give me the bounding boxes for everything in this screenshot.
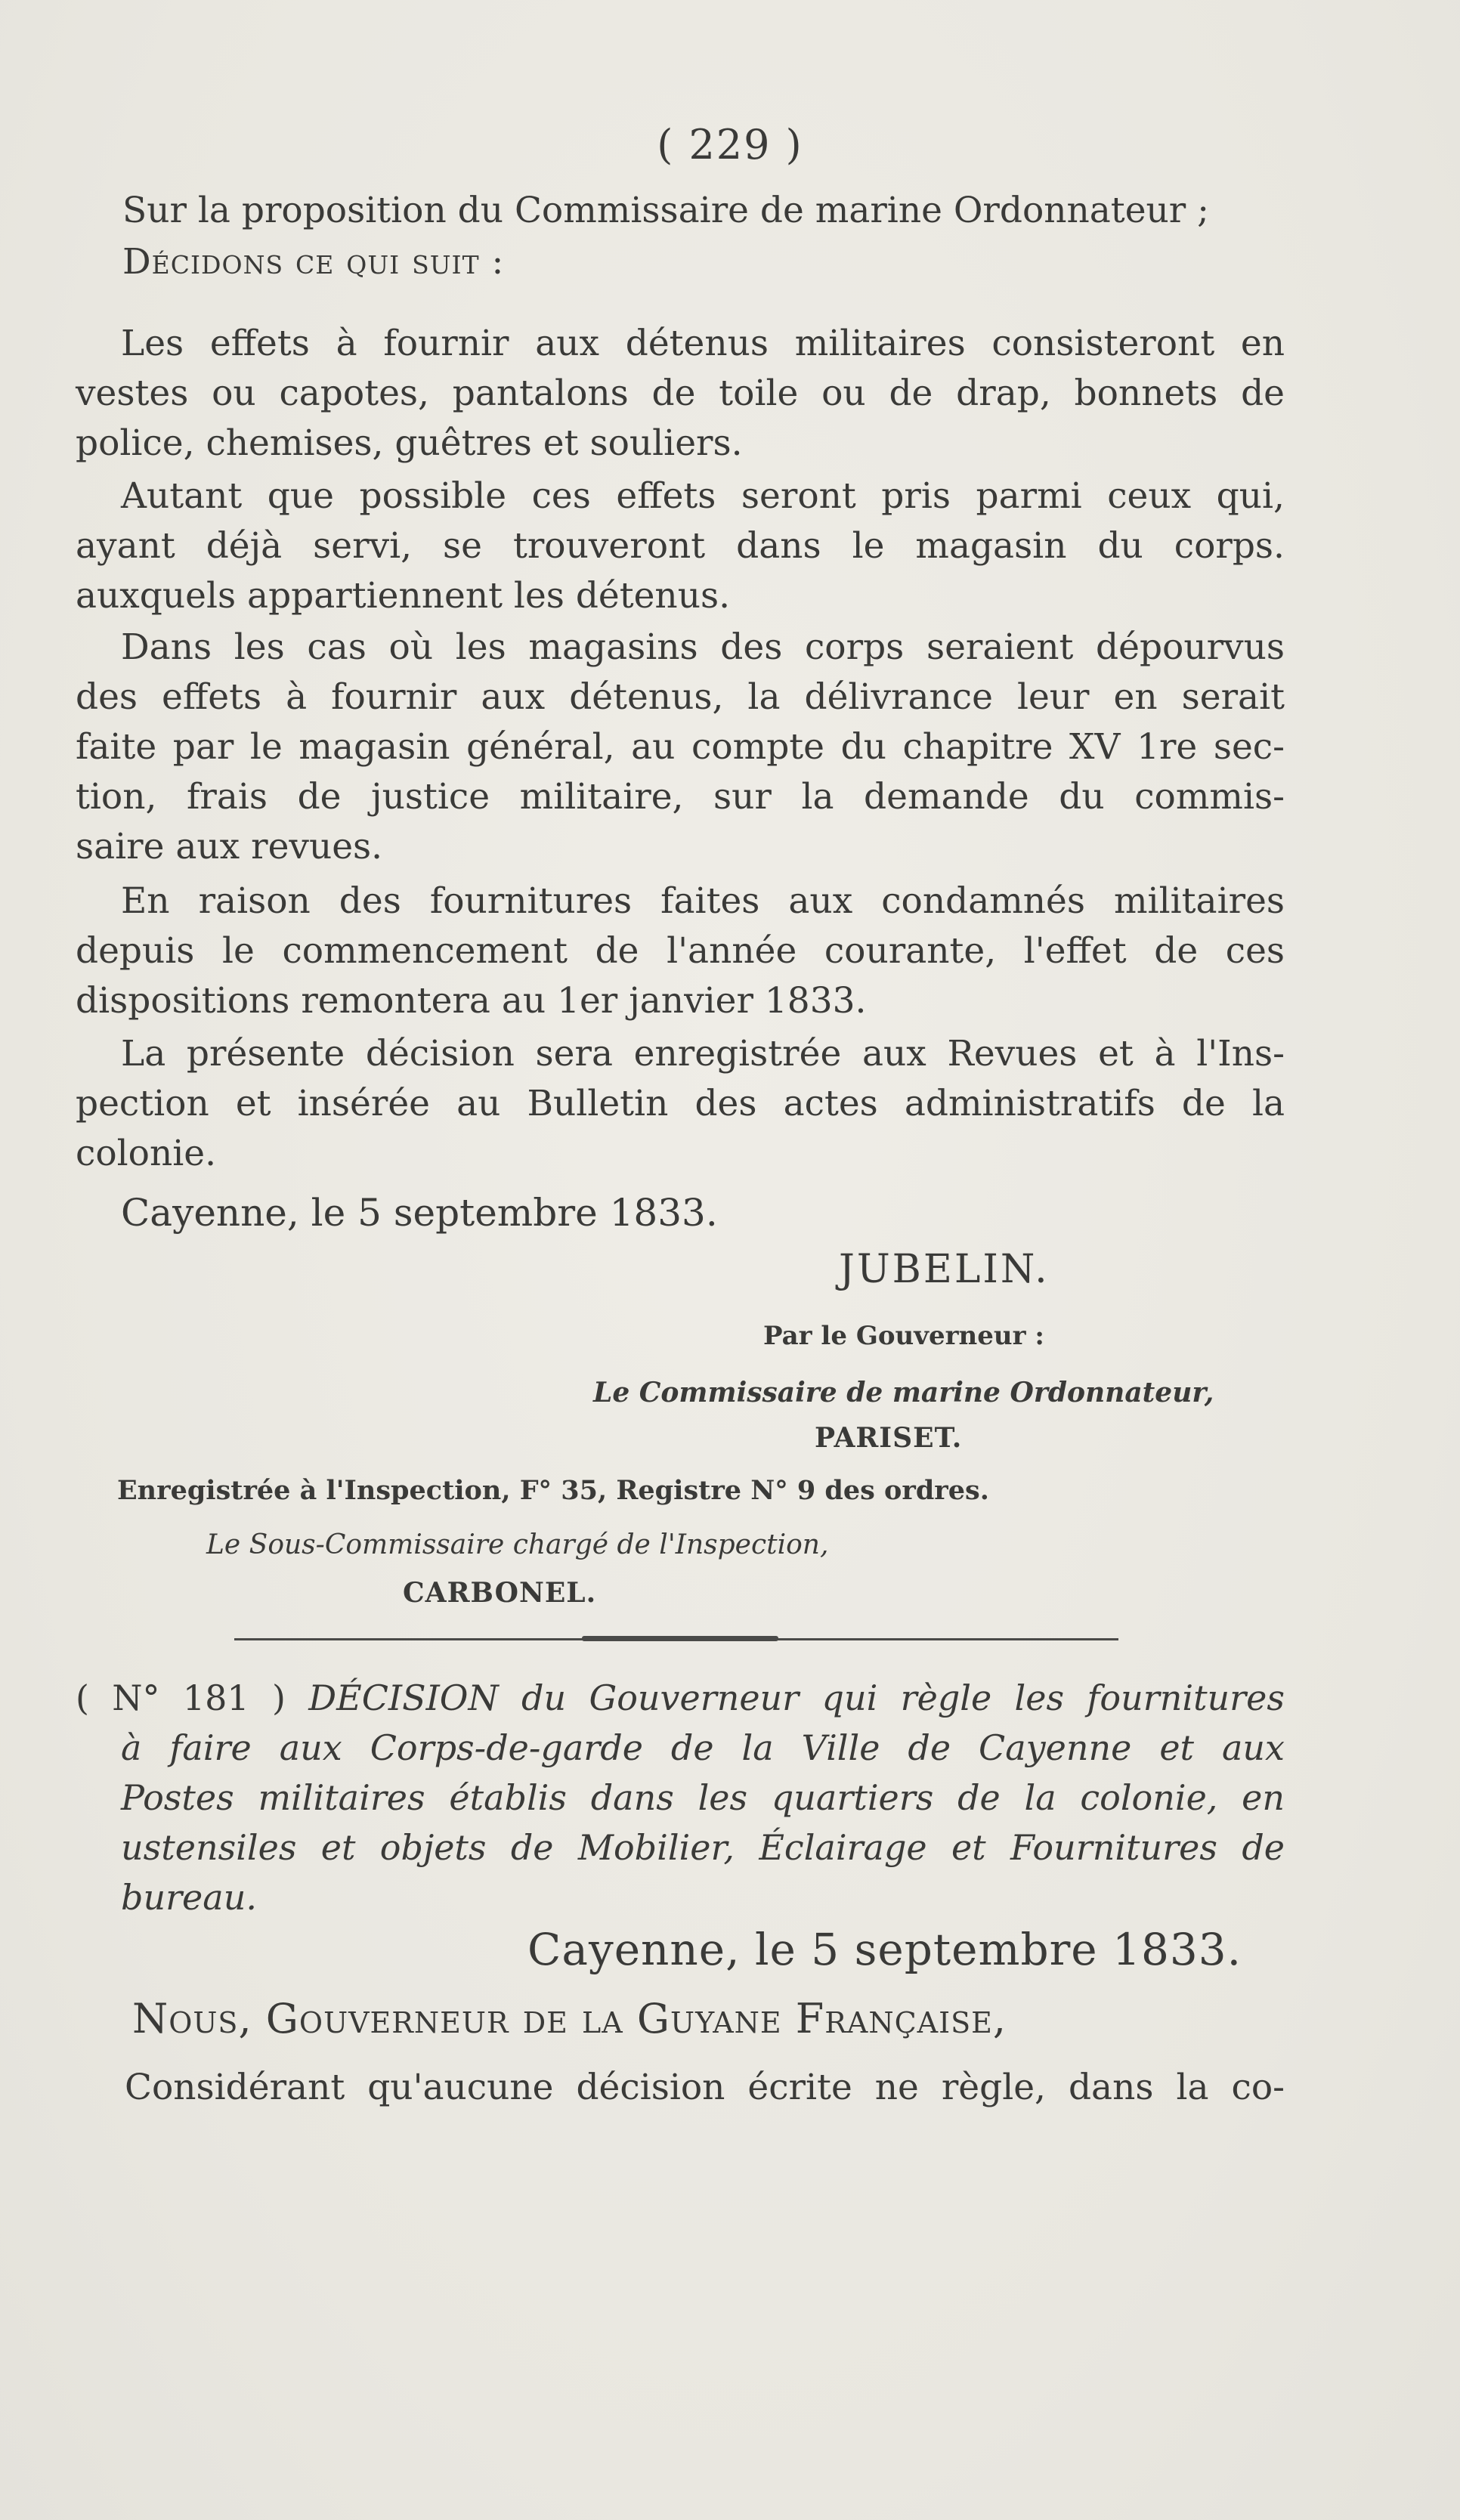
decision-title-line (76, 1673, 1285, 1723)
paragraph-1 (76, 319, 1285, 468)
governor-signature: JUBELIN. (839, 1247, 1050, 1292)
dateline: Cayenne, le 5 septembre 1833. (121, 1191, 718, 1235)
decision-title-line: bureau. (121, 1877, 257, 1918)
intro-block (76, 186, 1285, 289)
sous-commissaire-name: CARBONEL. (403, 1577, 597, 1609)
decision-title-line: ustensiles et objets de Mobilier, Éclairage et Fournitures de (121, 1827, 1285, 1868)
nous-block (76, 1992, 1285, 2046)
paragraph-line: La présente décision sera enregistrée aux Revues et à l'Ins- (121, 1033, 1285, 1074)
decision-dateline: Cayenne, le 5 septembre 1833. (527, 1924, 1242, 1975)
decision-number: ( N° 181 ) (76, 1677, 286, 1718)
paragraph-line: Dans les cas où les magasins des corps seraient dépourvus (121, 626, 1285, 668)
page-number: ( 229 ) (657, 121, 803, 169)
considerant-line: Considérant qu'aucune décision écrite ne règle, dans la co- (125, 2067, 1285, 2108)
commissaire-title: Le Commissaire de marine Ordonnateur, (593, 1377, 1214, 1408)
paragraph-line: saire aux revues. (76, 826, 383, 867)
paragraph-line: des effets à fournir aux détenus, la délivrance leur en serait (76, 676, 1285, 718)
intro-line-1: Sur la proposition du Commissaire de marine Ordonnateur ; (122, 190, 1210, 231)
paragraph-line: dispositions remontera au 1er janvier 1833. (76, 980, 867, 1022)
nous-gouverneur: Nous, Gouverneur de la Guyane Française, (132, 1995, 1007, 2042)
paragraph-line: ayant déjà servi, se trouveront dans le magasin du corps. (76, 525, 1285, 567)
dateline-block (76, 1188, 1285, 1238)
paragraph-line: Autant que possible ces effets seront pris parmi ceux qui, (121, 475, 1285, 517)
sous-commissaire-title: Le Sous-Commissaire chargé de l'Inspection, (206, 1529, 829, 1560)
registration-note: Enregistrée à l'Inspection, F° 35, Registre N° 9 des ordres. (117, 1475, 989, 1506)
paragraph-line: pection et insérée au Bulletin des actes administratifs de la (76, 1083, 1285, 1124)
paragraph-line: tion, frais de justice militaire, sur la demande du commis- (76, 776, 1285, 818)
paragraph-line: Les effets à fournir aux détenus militaires consisteront en (121, 323, 1285, 364)
separator-rule-ornament (582, 1636, 778, 1641)
paragraph-line: vestes ou capotes, pantalons de toile ou de drap, bonnets de (76, 373, 1285, 414)
paragraph-line: depuis le commencement de l'année courante, l'effet de ces (76, 930, 1285, 972)
paragraph-4 (76, 877, 1285, 1026)
commissaire-name: PARISET. (815, 1422, 963, 1454)
decision-181-title-block (76, 1673, 1285, 1922)
paragraph-line: colonie. (76, 1133, 217, 1174)
par-le-gouverneur: Par le Gouverneur : (763, 1321, 1044, 1351)
decision-title-line: Postes militaires établis dans les quartiers de la colonie, en (121, 1777, 1285, 1818)
paragraph-line: auxquels appartiennent les détenus. (76, 575, 731, 617)
intro-line-2: Décidons ce qui suit : (122, 241, 505, 283)
paragraph-5 (76, 1029, 1285, 1179)
paragraph-2 (76, 472, 1285, 621)
decision-title-text: DÉCISION du Gouverneur qui règle les fournitures (308, 1677, 1285, 1718)
paragraph-3 (76, 623, 1285, 872)
decision-title-line: à faire aux Corps-de-garde de la Ville de Cayenne et aux (121, 1727, 1285, 1768)
paragraph-line: En raison des fournitures faites aux condamnés militaires (121, 880, 1285, 922)
considerant-block (76, 2063, 1285, 2113)
paragraph-line: faite par le magasin général, au compte du chapitre XV 1re sec- (76, 726, 1285, 768)
paragraph-line: police, chemises, guêtres et souliers. (76, 422, 743, 464)
